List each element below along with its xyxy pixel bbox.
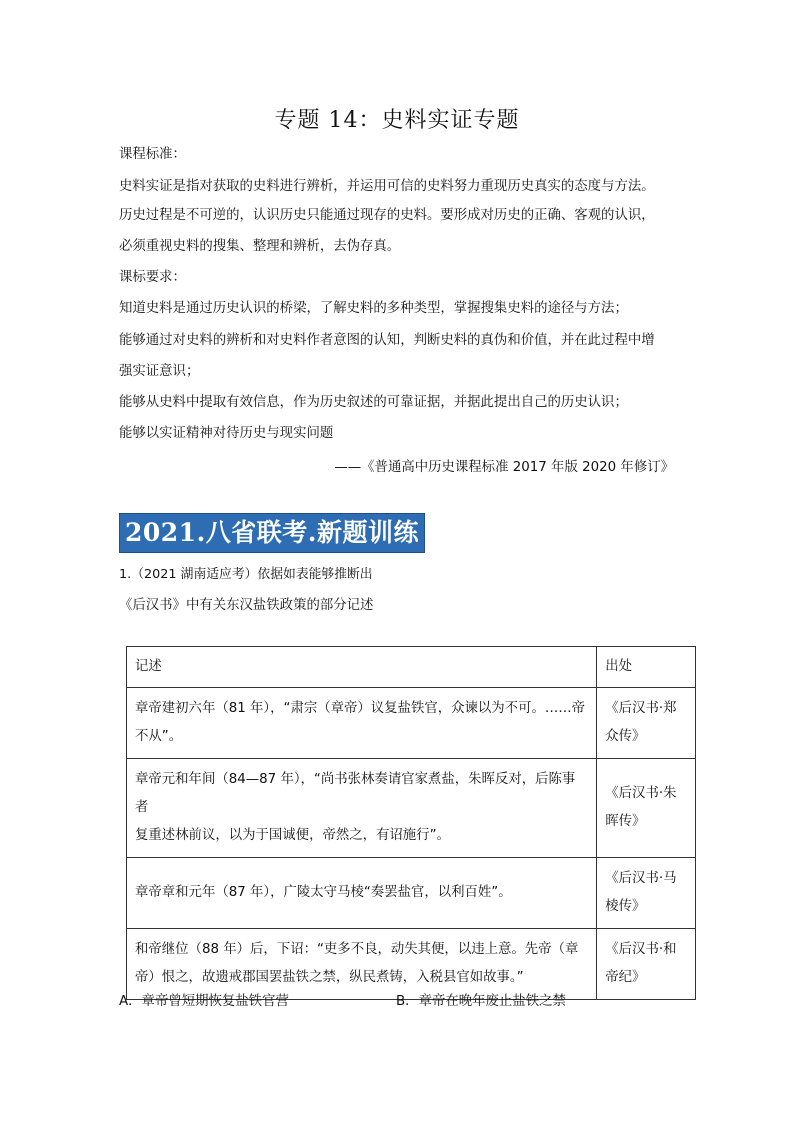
option-b: B．章帝在晚年废止盐铁之禁 xyxy=(396,994,566,1009)
requirement-line: 能够通过对史料的辨析和对史料作者意图的认知，判断史料的真伪和价值，并在此过程中增 xyxy=(119,333,655,348)
source-text: 《后汉书·和 xyxy=(605,942,677,957)
table-row xyxy=(127,688,696,759)
header-cell-source: 出处 xyxy=(597,647,696,688)
source-cell xyxy=(597,858,696,929)
question-stem: 1.（2021 湖南适应考）依据如表能够推断出 xyxy=(119,567,373,582)
source-text: 晖传》 xyxy=(605,814,646,829)
page-title: 专题 14：史料实证专题 xyxy=(274,108,520,133)
record-cell xyxy=(127,688,597,759)
table-header-row xyxy=(127,647,696,688)
record-text: 章帝建初六年（81 年），“肃宗（章帝）议复盐铁官，众谏以为不可。……帝 xyxy=(135,701,586,716)
record-text: 章帝章和元年（87 年），广陵太守马棱“奏罢盐官，以利百姓”。 xyxy=(135,885,512,900)
record-text: 不从”。 xyxy=(135,729,183,744)
section-banner: 2021.八省联考.新题训练 xyxy=(119,513,425,553)
record-cell xyxy=(127,929,597,1000)
source-text: 《后汉书·郑 xyxy=(605,701,677,716)
record-text: 复重述林前议，以为于国诚便，帝然之，有诏施行”。 xyxy=(135,828,450,843)
option-a: A．章帝曾短期恢复盐铁官营 xyxy=(119,994,289,1009)
record-cell xyxy=(127,858,597,929)
requirement-line: 强实证意识； xyxy=(119,364,200,379)
record-text: 帝）恨之，故遗戒郡国罢盐铁之禁，纵民煮铸，入税县官如故事。” xyxy=(135,970,524,985)
requirement-line: 知道史料是通过历史认识的桥梁，了解史料的多种类型，掌握搜集史料的途径与方法； xyxy=(119,301,628,316)
standard-source-citation: ——《普通高中历史课程标准 2017 年版 2020 年修订》 xyxy=(334,460,674,475)
standard-line: 历史过程是不可逆的，认识历史只能通过现存的史料。要形成对历史的正确、客观的认识， xyxy=(119,208,655,223)
table-caption: 《后汉书》中有关东汉盐铁政策的部分记述 xyxy=(119,598,374,613)
source-cell xyxy=(597,688,696,759)
source-text: 帝纪》 xyxy=(605,970,646,985)
source-cell xyxy=(597,929,696,1000)
record-text: 章帝元和年间（84—87 年），“尚书张林奏请官家煮盐，朱晖反对，后陈事者 xyxy=(135,772,576,815)
source-text: 《后汉书·朱 xyxy=(605,786,677,801)
requirement-line: 能够以实证精神对待历史与现实问题 xyxy=(119,426,334,441)
record-text: 和帝继位（88 年）后，下诏：“吏多不良，动失其便，以违上意。先帝（章 xyxy=(135,942,579,957)
table-row xyxy=(127,759,696,858)
source-text: 棱传》 xyxy=(605,899,646,914)
table-row xyxy=(127,858,696,929)
source-cell xyxy=(597,759,696,858)
standard-line: 史料实证是指对获取的史料进行辨析，并运用可信的史料努力重现历史真实的态度与方法。 xyxy=(119,179,655,194)
requirement-line: 能够从史料中提取有效信息，作为历史叙述的可靠证据，并据此提出自己的历史认识； xyxy=(119,395,628,410)
source-text: 《后汉书·马 xyxy=(605,871,677,886)
header-cell-record: 记述 xyxy=(127,647,597,688)
table-row xyxy=(127,929,696,1000)
record-cell xyxy=(127,759,597,858)
requirements-heading: 课标要求： xyxy=(119,270,186,285)
standard-line: 必须重视史料的搜集、整理和辨析，去伪存真。 xyxy=(119,239,401,254)
records-table xyxy=(126,646,696,1000)
source-text: 众传》 xyxy=(605,729,646,744)
standard-heading: 课程标准： xyxy=(119,147,186,162)
